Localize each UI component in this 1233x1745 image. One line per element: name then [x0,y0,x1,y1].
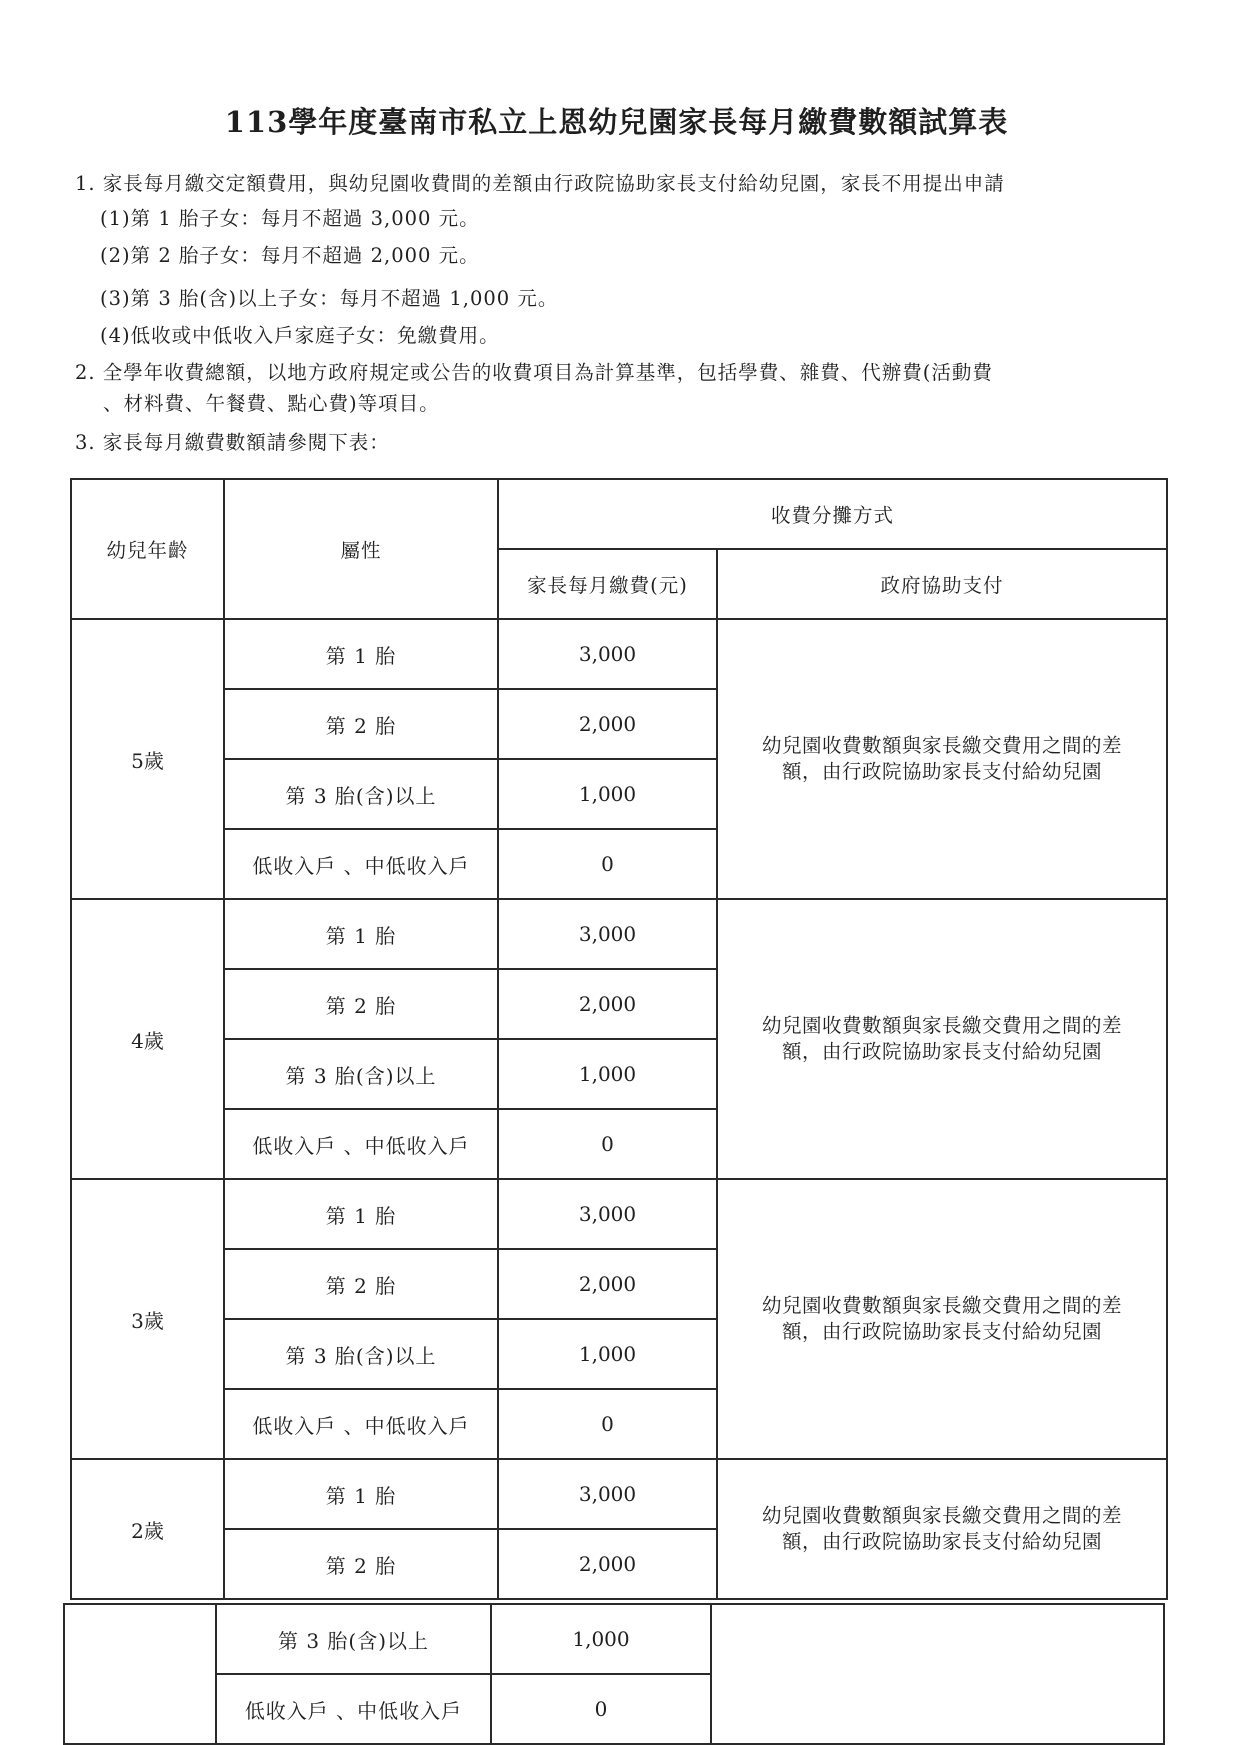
fee-cell: 3,000 [498,1459,717,1529]
attr-cell: 第 2 胎 [224,689,498,759]
attr-cell: 第 3 胎(含)以上 [216,1604,491,1674]
note-3: 3. 家長每月繳費數額請參閱下表： [75,431,390,454]
gov-note-cell [717,1459,1167,1599]
gov-note-line: 幼兒園收費數額與家長繳交費用之間的差 [762,1504,1123,1527]
attr-cell: 第 1 胎 [224,899,498,969]
page-title: 113學年度臺南市私立上恩幼兒園家長每月繳費數額試算表 [224,105,1009,139]
fee-cell: 0 [498,1109,717,1179]
fee-cell: 1,000 [498,1319,717,1389]
note-2-line2: 、材料費、午餐費、點心費)等項目。 [103,392,440,415]
attr-cell: 第 2 胎 [224,969,498,1039]
fee-table-continued [63,1603,1165,1745]
gov-note-cell [717,619,1167,899]
table-row [71,1459,1167,1529]
note-1: 1. 家長每月繳交定額費用，與幼兒園收費間的差額由行政院協助家長支付給幼兒園，家長不用提出申請 [75,172,1005,195]
header-attr: 屬性 [224,479,498,619]
header-age: 幼兒年齡 [71,479,224,619]
attr-cell: 第 1 胎 [224,619,498,689]
gov-note-line: 額，由行政院協助家長支付給幼兒園 [782,1530,1103,1553]
attr-cell: 低收入戶 、中低收入戶 [216,1674,491,1744]
gov-note-line: 幼兒園收費數額與家長繳交費用之間的差 [762,1014,1123,1037]
fee-cell: 0 [498,829,717,899]
attr-cell: 第 2 胎 [224,1529,498,1599]
fee-cell: 1,000 [498,1039,717,1109]
header-split: 收費分攤方式 [498,479,1167,549]
fee-cell: 1,000 [498,759,717,829]
attr-cell: 低收入戶 、中低收入戶 [224,829,498,899]
table-row [71,899,1167,969]
attr-cell: 第 1 胎 [224,1179,498,1249]
age-cell: 3歲 [71,1179,224,1459]
table-row [71,619,1167,689]
attr-cell: 低收入戶 、中低收入戶 [224,1389,498,1459]
header-gov-pay: 政府協助支付 [717,549,1167,619]
attr-cell: 第 3 胎(含)以上 [224,1039,498,1109]
age-cell: 2歲 [71,1459,224,1599]
gov-note-cell [717,899,1167,1179]
note-1-4: (4)低收或中低收入戶家庭子女：免繳費用。 [100,324,500,347]
attr-cell: 低收入戶 、中低收入戶 [224,1109,498,1179]
age-cell: 5歲 [71,619,224,899]
gov-note-line: 額，由行政院協助家長支付給幼兒園 [782,760,1103,783]
gov-note-cell-empty [711,1604,1164,1744]
table-row [71,1179,1167,1249]
fee-cell: 3,000 [498,899,717,969]
note-1-3: (3)第 3 胎(含)以上子女：每月不超過 1,000 元。 [100,287,559,310]
age-cell-empty [64,1604,216,1744]
fee-cell: 0 [491,1674,711,1744]
fee-cell: 2,000 [498,1249,717,1319]
gov-note-line: 額，由行政院協助家長支付給幼兒園 [782,1040,1103,1063]
fee-cell: 2,000 [498,1529,717,1599]
table-row [64,1604,1164,1674]
fee-cell: 0 [498,1389,717,1459]
fee-cell: 3,000 [498,1179,717,1249]
fee-cell: 2,000 [498,689,717,759]
note-1-1: (1)第 1 胎子女：每月不超過 3,000 元。 [100,207,480,230]
fee-table [70,478,1168,1600]
attr-cell: 第 2 胎 [224,1249,498,1319]
gov-note-line: 幼兒園收費數額與家長繳交費用之間的差 [762,734,1123,757]
attr-cell: 第 3 胎(含)以上 [224,759,498,829]
note-1-2: (2)第 2 胎子女：每月不超過 2,000 元。 [100,244,480,267]
fee-cell: 1,000 [491,1604,711,1674]
attr-cell: 第 3 胎(含)以上 [224,1319,498,1389]
header-parent-fee: 家長每月繳費(元) [498,549,717,619]
fee-cell: 2,000 [498,969,717,1039]
age-cell: 4歲 [71,899,224,1179]
gov-note-line: 幼兒園收費數額與家長繳交費用之間的差 [762,1294,1123,1317]
gov-note-cell [717,1179,1167,1459]
note-2-line1: 2. 全學年收費總額，以地方政府規定或公告的收費項目為計算基準，包括學費、雜費、代辦費(活動費 [75,361,993,384]
gov-note-line: 額，由行政院協助家長支付給幼兒園 [782,1320,1103,1343]
attr-cell: 第 1 胎 [224,1459,498,1529]
fee-cell: 3,000 [498,619,717,689]
